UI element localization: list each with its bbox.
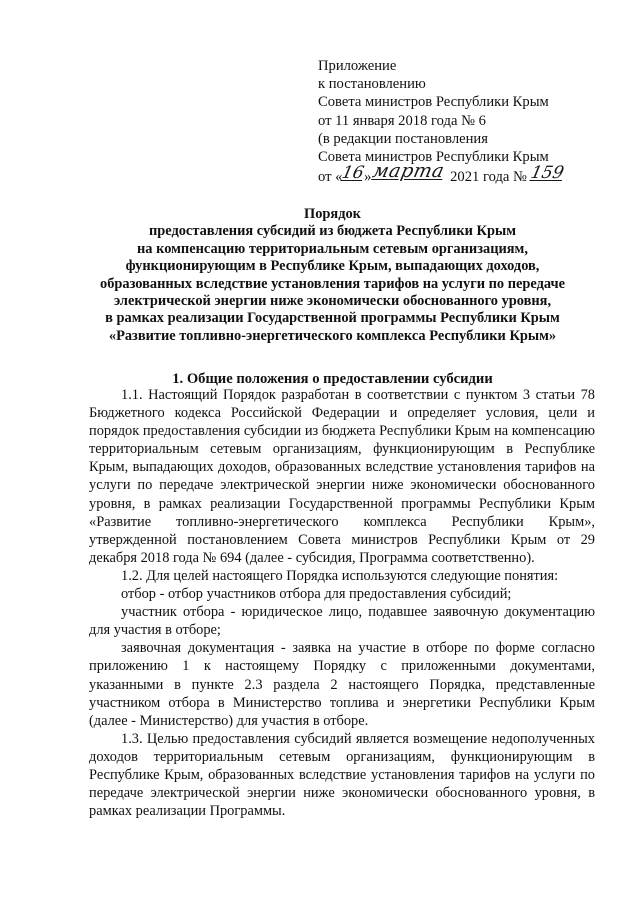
appendix-line: к постановлению [318, 76, 426, 93]
title-line: электрической энергии ниже экономически обоснованного уровня, [113, 293, 552, 310]
appendix-line: Приложение [318, 58, 397, 74]
section-body [89, 386, 595, 820]
paragraph-1-2: 1.2. Для целей настоящего Порядка используются следующие понятия: [121, 567, 559, 584]
appendix-line: Совета министров Республики Крым [318, 94, 549, 111]
paragraph-definition-application: заявочная документация - заявка на участие в отборе по форме согласно приложению 1 к настоящему Порядку с приложенными документами, указанными в пункте 2.3 раздела 2 настоящего Порядка, представленные участником отбора в Министерство топлива и энергетики Республики Крым (далее - Министерство) для участия в отборе. [89, 640, 595, 729]
handwritten-doc-number: 159 [528, 163, 566, 184]
paragraph-1-1: 1.1. Настоящий Порядок разработан в соответствии с пунктом 3 статьи 78 Бюджетного кодекса Российской Федерации и определяет условия, цели и порядок предоставления субсидии из бюджета Республики Крым на компенсацию территориальным сетевым организациям, функционирующим в Республике Крым, выпадающих доходов, образованных вследствие установления тарифов на услуги по передаче электрической энергии ниже экономически обоснованного уровня, в рамках реализации Государственной программы Республики Крым «Развитие топливно-энергетического комплекса Республики Крым», утвержденной постановлением Совета министров Республики Крым от 29 декабря 2018 года № 694 (далее - субсидия, Программа соответственно). [89, 387, 595, 566]
date-close: » [364, 169, 372, 186]
appendix-line: (в редакции постановления [318, 130, 488, 147]
appendix-header [318, 57, 618, 186]
title-line: «Развитие топливно-энергетического комплекса Республики Крым» [108, 327, 557, 344]
section-heading: 1. Общие положения о предоставлении субсидии [172, 371, 493, 387]
paragraph-1-3: 1.3. Целью предоставления субсидий является возмещение недополученных доходов территориальным сетевым организациям, функционирующим в Республике Крым, образованных вследствие установления тарифов на услуги по передаче электрической энергии ниже экономически обоснованного уровня, в рамках реализации Программы. [89, 730, 595, 820]
amendment-date-line [318, 160, 618, 186]
date-year: 2021 года № [446, 169, 531, 186]
paragraph-definition-selection: отбор - отбор участников отбора для предоставления субсидий; [121, 586, 512, 603]
title-line: образованных вследствие установления тарифов на услуги по передаче [100, 275, 565, 292]
title-line: функционирующим в Республике Крым, выпадающих доходов, [125, 258, 540, 275]
handwritten-day: 16 [340, 163, 367, 184]
appendix-line: Совета министров Республики Крым [318, 149, 549, 166]
title-line: Порядок [304, 206, 361, 222]
appendix-line: от 11 января 2018 года № 6 [318, 112, 486, 129]
date-prefix: от « [318, 169, 343, 186]
document-title [60, 206, 605, 345]
title-line: предоставления субсидий из бюджета Республики Крым [148, 223, 517, 240]
title-line: в рамках реализации Государственной программы Республики Крым [105, 310, 560, 327]
title-line: на компенсацию территориальным сетевым организациям, [137, 240, 528, 257]
handwritten-month: марта [371, 160, 447, 183]
paragraph-definition-participant: участник отбора - юридическое лицо, подавшее заявочную документацию для участия в отборе; [89, 604, 595, 639]
